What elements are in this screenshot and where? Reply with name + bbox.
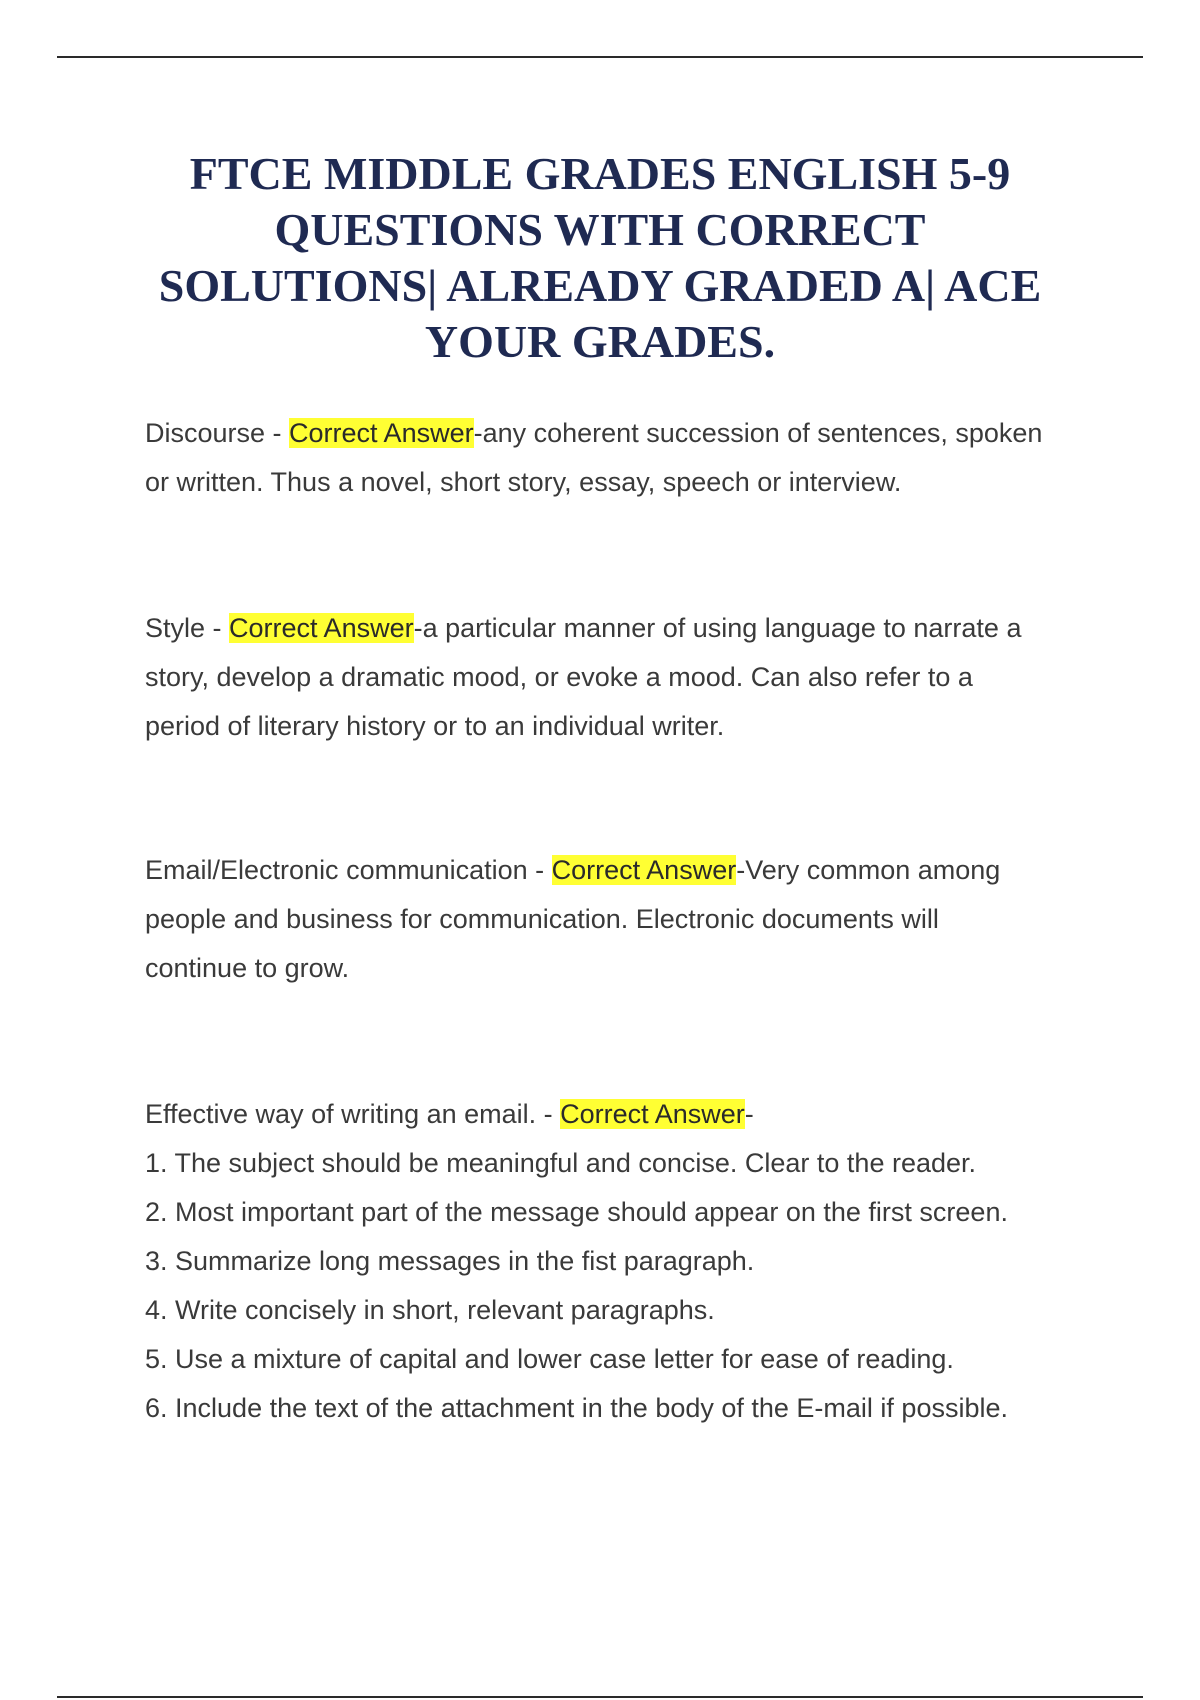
correct-answer-highlight: Correct Answer <box>551 855 737 885</box>
entry-first-line <box>145 409 1105 458</box>
list-item: 1. The subject should be meaningful and concise. Clear to the reader. <box>145 1148 977 1178</box>
answer-text: -any coherent succession of sentences, spoken <box>473 418 1043 448</box>
title-line: FTCE MIDDLE GRADES ENGLISH 5-9 <box>189 148 1011 199</box>
list-item: 5. Use a mixture of capital and lower case letter for ease of reading. <box>145 1344 954 1374</box>
title-line: QUESTIONS WITH CORRECT <box>274 204 926 255</box>
answer-line: or written. Thus a novel, short story, essay, speech or interview. <box>145 467 902 497</box>
entry-term: Email/Electronic communication - <box>145 855 552 885</box>
list-item: 2. Most important part of the message should appear on the first screen. <box>145 1197 1008 1227</box>
list-item: 3. Summarize long messages in the fist paragraph. <box>145 1246 755 1276</box>
qa-entry-style <box>145 604 1105 751</box>
bottom-rule <box>57 1696 1143 1698</box>
correct-answer-highlight: Correct Answer <box>560 1099 745 1129</box>
correct-answer-highlight: Correct Answer <box>229 613 414 643</box>
list-item: 6. Include the text of the attachment in the body of the E-mail if possible. <box>145 1393 1008 1423</box>
list-item: 4. Write concisely in short, relevant paragraphs. <box>145 1295 715 1325</box>
qa-entry-email-communication <box>145 846 1105 993</box>
entry-term: Style - <box>145 613 230 643</box>
title-line: SOLUTIONS| ALREADY GRADED A| ACE <box>158 260 1042 311</box>
answer-line: story, develop a dramatic mood, or evoke a mood. Can also refer to a <box>145 662 973 692</box>
top-rule <box>57 56 1143 58</box>
document-title <box>120 146 1080 370</box>
qa-entry-discourse <box>145 409 1105 507</box>
qa-entry-effective-email <box>145 1090 1105 1433</box>
answer-line: period of literary history or to an individual writer. <box>145 711 725 741</box>
answer-text: -Very common among <box>736 855 1001 885</box>
entry-first-line <box>145 1090 1105 1139</box>
entry-first-line <box>145 604 1105 653</box>
answer-text: -a particular manner of using language to narrate a <box>413 613 1022 643</box>
answer-text: - <box>744 1099 754 1129</box>
answer-line: continue to grow. <box>145 953 350 983</box>
entry-term: Discourse - <box>145 418 290 448</box>
entry-term: Effective way of writing an email. - <box>145 1099 561 1129</box>
entry-first-line <box>145 846 1105 895</box>
correct-answer-highlight: Correct Answer <box>289 418 474 448</box>
title-line: YOUR GRADES. <box>424 316 776 367</box>
answer-line: people and business for communication. Electronic documents will <box>145 904 939 934</box>
